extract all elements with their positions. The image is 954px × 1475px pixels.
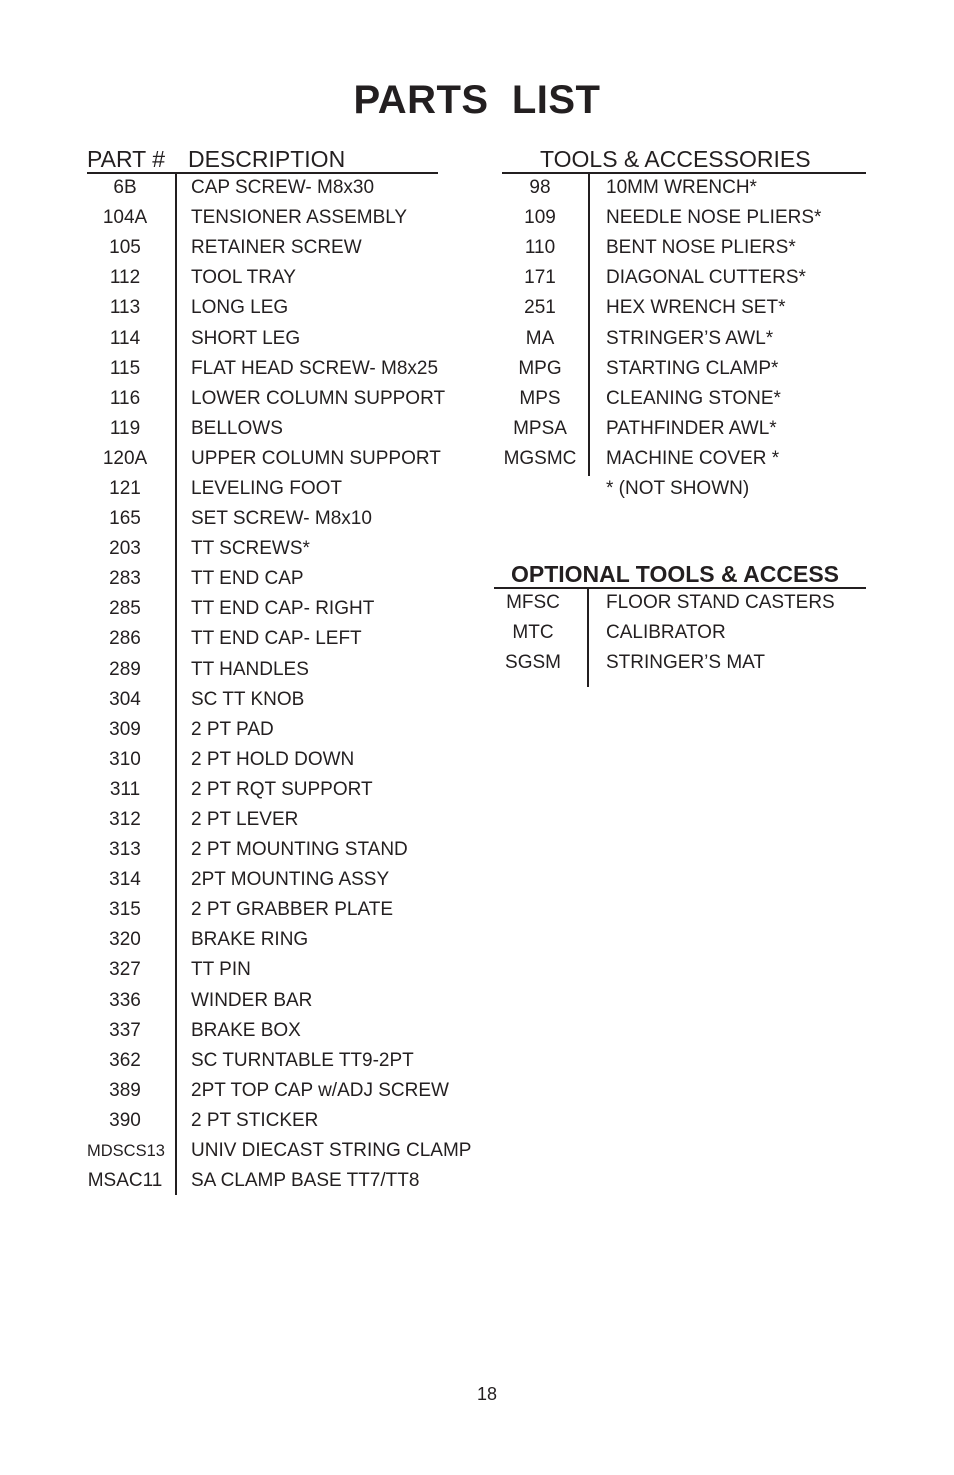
part-number: 6B (113, 177, 137, 199)
table-row (502, 444, 821, 474)
table-row (87, 444, 471, 474)
table-row (87, 685, 471, 715)
table-row (87, 986, 471, 1016)
part-number: 311 (109, 778, 141, 800)
part-description: CALIBRATOR (606, 622, 726, 644)
part-number: SGSM (505, 652, 561, 674)
part-description: TT SCREWS* (191, 538, 310, 560)
part-description: CLEANING STONE* (606, 387, 781, 409)
page-title: PARTS LIST (353, 78, 601, 122)
table-row (87, 775, 471, 805)
table-row (87, 384, 471, 414)
part-number: MTC (512, 622, 554, 644)
part-number: 289 (109, 658, 141, 680)
part-description: SC TT KNOB (191, 688, 305, 710)
part-description: 2 PT PAD (191, 718, 274, 740)
part-number: 309 (109, 718, 141, 740)
part-description: 2 PT HOLD DOWN (191, 748, 355, 770)
table-row (502, 203, 821, 233)
part-description: 2 PT MOUNTING STAND (191, 839, 408, 861)
part-number: 115 (109, 357, 141, 379)
part-description: DIAGONAL CUTTERS* (606, 267, 806, 289)
part-number: MPSA (513, 417, 567, 439)
table-row (87, 1166, 471, 1196)
part-description: TOOL TRAY (191, 267, 296, 289)
part-description: STRINGER’S MAT (606, 652, 766, 674)
part-number: 362 (109, 1049, 141, 1071)
table-row (502, 323, 821, 353)
table-row (87, 1046, 471, 1076)
tools-footnote: * (NOT SHOWN) (606, 478, 750, 499)
table-row (87, 624, 471, 654)
part-description: RETAINER SCREW (191, 237, 362, 259)
part-description: SET SCREW- M8x10 (191, 508, 372, 530)
part-description: STRINGER’S AWL* (606, 327, 774, 349)
part-description: SA CLAMP BASE TT7/TT8 (191, 1170, 420, 1192)
part-description: 10MM WRENCH* (606, 177, 757, 199)
part-description: TT END CAP- RIGHT (191, 598, 375, 620)
part-description: 2PT MOUNTING ASSY (191, 869, 390, 891)
part-number: 104A (102, 207, 148, 229)
table-row (87, 715, 471, 745)
table-row (502, 263, 821, 293)
part-description: BRAKE RING (191, 929, 309, 951)
table-row (87, 173, 471, 203)
part-description: PATHFINDER AWL* (606, 417, 777, 439)
part-number: 112 (109, 267, 141, 289)
part-description: 2 PT LEVER (191, 809, 299, 831)
part-number: 337 (109, 1019, 141, 1041)
part-description: MACHINE COVER * (606, 447, 780, 469)
part-description: NEEDLE NOSE PLIERS* (606, 207, 822, 229)
part-number: MSAC11 (87, 1170, 163, 1192)
table-row (502, 233, 821, 263)
part-number: 105 (109, 237, 141, 259)
table-row (87, 925, 471, 955)
part-number: MPG (518, 357, 562, 379)
parts-header-description: DESCRIPTION (188, 146, 346, 172)
part-number: MFSC (506, 592, 560, 614)
table-row (87, 1136, 471, 1166)
part-number: 304 (109, 688, 141, 710)
part-number: 116 (109, 387, 141, 409)
table-row (87, 504, 471, 534)
part-number: 313 (109, 839, 141, 861)
part-number: MA (525, 327, 555, 349)
table-row (87, 655, 471, 685)
table-row (87, 594, 471, 624)
table-row (87, 895, 471, 925)
part-description: BENT NOSE PLIERS* (606, 237, 796, 259)
table-row (494, 648, 835, 678)
part-description: TT END CAP- LEFT (191, 628, 362, 650)
part-description: STARTING CLAMP* (606, 357, 779, 379)
part-number: 110 (524, 237, 556, 259)
part-number: 171 (524, 267, 556, 289)
table-row (502, 384, 821, 414)
part-description: TT END CAP (191, 568, 304, 590)
part-description: BELLOWS (191, 417, 283, 439)
part-number: 312 (109, 809, 141, 831)
table-row (87, 263, 471, 293)
part-description: LEVELING FOOT (191, 477, 342, 499)
part-number: 336 (109, 989, 141, 1011)
table-row (494, 618, 835, 648)
table-row (87, 474, 471, 504)
table-row (87, 323, 471, 353)
parts-header-part: PART # (87, 146, 165, 172)
table-row (502, 354, 821, 384)
part-description: 2PT TOP CAP w/ADJ SCREW (191, 1079, 449, 1101)
part-number: 251 (524, 297, 556, 319)
part-description: 2 PT GRABBER PLATE (191, 899, 394, 921)
table-row (87, 1076, 471, 1106)
table-row (502, 173, 821, 203)
table-row (87, 955, 471, 985)
table-row (502, 293, 821, 323)
part-description: UPPER COLUMN SUPPORT (191, 447, 441, 469)
optional-table (494, 588, 835, 678)
part-number: 98 (529, 177, 551, 199)
part-description: TT PIN (191, 959, 251, 981)
table-row (494, 588, 835, 618)
parts-table (87, 173, 471, 1196)
part-description: HEX WRENCH SET* (606, 297, 786, 319)
table-row (87, 1016, 471, 1046)
tools-table (502, 173, 821, 474)
part-number: 114 (109, 327, 141, 349)
part-number: 119 (109, 417, 141, 439)
part-description: LOWER COLUMN SUPPORT (191, 387, 446, 409)
table-row (87, 414, 471, 444)
table-row (87, 805, 471, 835)
part-description: CAP SCREW- M8x30 (191, 177, 375, 199)
page-number: 18 (476, 1384, 498, 1404)
part-description: 2 PT RQT SUPPORT (191, 778, 373, 800)
part-number: 203 (109, 538, 141, 560)
table-row (87, 745, 471, 775)
part-number: 310 (109, 748, 141, 770)
part-description: UNIV DIECAST STRING CLAMP (191, 1140, 472, 1162)
part-number: 286 (109, 628, 141, 650)
optional-header: OPTIONAL TOOLS & ACCESS (511, 561, 839, 587)
part-description: 2 PT STICKER (191, 1109, 319, 1131)
part-number: 285 (109, 598, 141, 620)
table-row (87, 203, 471, 233)
part-number: 113 (109, 297, 141, 319)
part-description: TT HANDLES (191, 658, 309, 680)
table-row (87, 835, 471, 865)
table-row (87, 534, 471, 564)
part-description: BRAKE BOX (191, 1019, 301, 1041)
part-number: 314 (109, 869, 141, 891)
part-number: 320 (109, 929, 141, 951)
part-number: MPS (519, 387, 561, 409)
part-description: WINDER BAR (191, 989, 313, 1011)
table-row (502, 414, 821, 444)
part-description: LONG LEG (191, 297, 289, 319)
part-number: 283 (109, 568, 141, 590)
part-number: MGSMC (503, 447, 577, 469)
part-description: FLAT HEAD SCREW- M8x25 (191, 357, 439, 379)
part-number: 121 (109, 477, 141, 499)
table-row (87, 233, 471, 263)
table-row (87, 293, 471, 323)
part-description: SHORT LEG (191, 327, 301, 349)
part-description: FLOOR STAND CASTERS (606, 592, 835, 614)
table-row (87, 1106, 471, 1136)
table-row (87, 564, 471, 594)
part-number: 109 (524, 207, 556, 229)
table-row (87, 354, 471, 384)
part-number: 327 (109, 959, 141, 981)
part-number: MDSCS13 (87, 1141, 165, 1160)
part-number: 390 (109, 1109, 141, 1131)
tools-header: TOOLS & ACCESSORIES (540, 146, 811, 172)
part-number: 165 (109, 508, 141, 530)
part-number: 389 (109, 1079, 141, 1101)
table-row (87, 865, 471, 895)
part-number: 315 (109, 899, 141, 921)
part-number: 120A (102, 447, 148, 469)
part-description: TENSIONER ASSEMBLY (191, 207, 408, 229)
part-description: SC TURNTABLE TT9-2PT (191, 1049, 414, 1071)
